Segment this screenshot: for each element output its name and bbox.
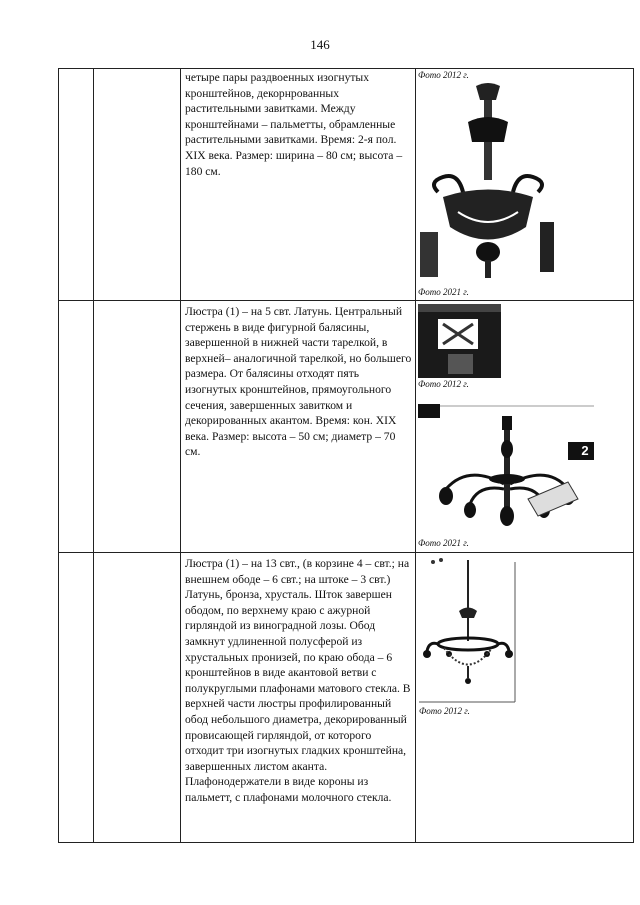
item-description: Люстра (1) – на 5 свт. Латунь. Центральный стержень в виде фигурной балясины, завершенной в нижней части тарелкой, в верхней– аналогичной тарелкой, но большего размера. От балясины отходят пять изогнутых кронштейнов, прямоугольного сечения, завершенных завитком и декорированных акантом. Время: кон. XIX века. Размер: высота – 50 см; диаметр – 70 см. (185, 305, 412, 459)
table-row (59, 69, 634, 301)
page-number: 146 (310, 37, 330, 52)
catalog-table (58, 68, 634, 843)
photo-caption: Фото 2021 г. (418, 538, 469, 548)
location-cell (94, 553, 181, 843)
chandelier-photo (418, 404, 594, 534)
photo-cell (416, 301, 634, 553)
photo-caption: Фото 2012 г. (418, 70, 469, 80)
photo-cell (416, 69, 634, 301)
photo-caption: Фото 2012 г. (418, 379, 469, 389)
photo-caption: Фото 2012 г. (419, 706, 470, 716)
location-cell (94, 69, 181, 301)
photo-caption: Фото 2021 г. (418, 287, 469, 297)
chandelier-photo (419, 556, 519, 704)
chandelier-photo (418, 82, 558, 285)
description-cell (181, 553, 416, 843)
index-cell (59, 69, 94, 301)
item-description: Люстра (1) – на 13 свт., (в корзине 4 – свт.; на внешнем ободе – 6 свт.; на штоке – 3 свт.) Латунь, бронза, хрусталь. Шток завершен ободом, по верхнему краю с ажурной гирляндой из виноградной лозы. Обод замкнут удлиненной полусферой из хрустальных пронизей, по краю обода – 6 кронштейнов в виде акантовой ветви с полукруглыми плафонами матового стекла. В верхней части люстры профилированный обод небольшого диаметра, декорированный провисающей гирляндой, от которого отходит три изогнутых гладких кронштейна, завершенных листом аканта. Плафонодержатели в виде короны из пальметт, с плафонами молочного стекла. (185, 557, 411, 804)
photo-cell (416, 553, 634, 843)
table-row (59, 553, 634, 843)
index-cell (59, 301, 94, 553)
index-cell (59, 553, 94, 843)
item-description: четыре пары раздвоенных изогнутых кронштейнов, декорнрованных растительными завитками. Между кронштейнами – пальметты, обрамленные растительными завитками. Время: 2-я пол. XIX века. Размер: ширина – 80 см; высота – 180 см. (185, 71, 403, 178)
chandelier-photo (418, 304, 501, 378)
photo-tag: 2 (581, 443, 589, 458)
table-row (59, 301, 634, 553)
location-cell (94, 301, 181, 553)
description-cell (181, 301, 416, 553)
description-cell (181, 69, 416, 301)
